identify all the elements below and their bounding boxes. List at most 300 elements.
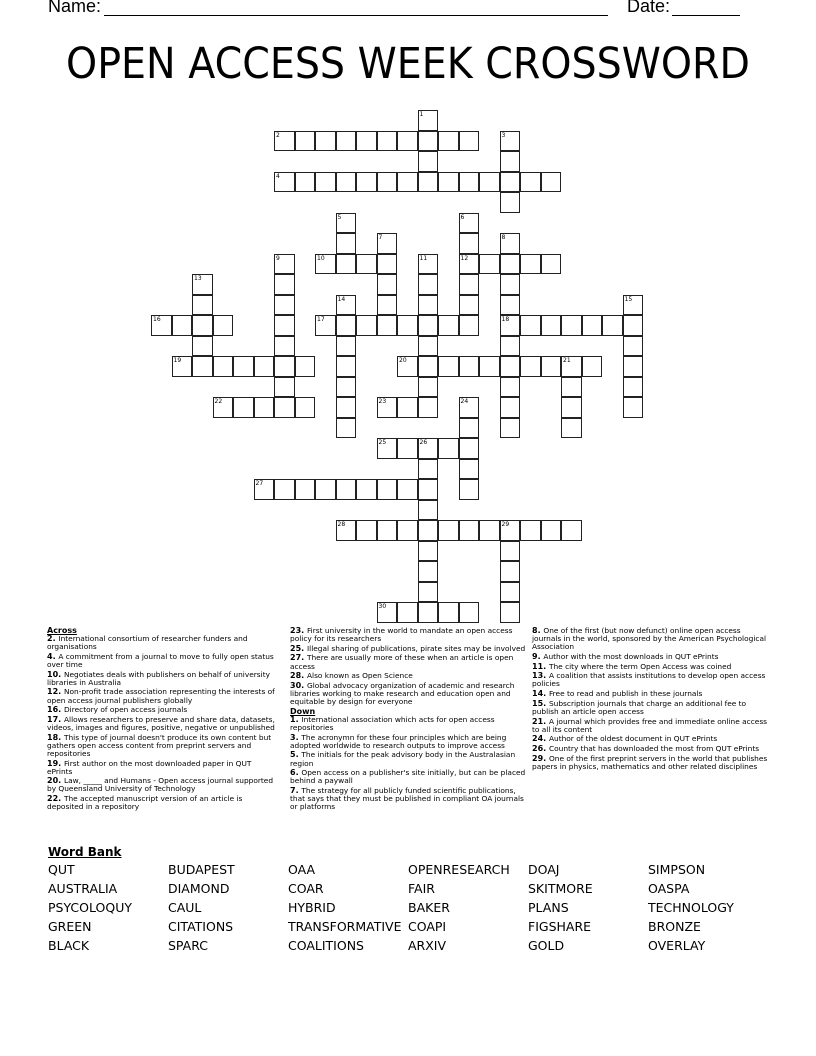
grid-cell[interactable] bbox=[397, 520, 418, 541]
clue-text: This type of journal doesn't produce its own content but gathers open access content from preprint servers and repositories bbox=[47, 732, 272, 758]
grid-cell[interactable] bbox=[500, 315, 521, 336]
word-bank-item: COAPI bbox=[408, 919, 447, 934]
clue-item bbox=[532, 700, 768, 716]
clue-number: 15 bbox=[624, 295, 633, 303]
clue-num: 17. bbox=[47, 714, 64, 724]
grid-cell[interactable] bbox=[418, 274, 439, 295]
grid-cell[interactable] bbox=[356, 172, 377, 193]
grid-cell[interactable] bbox=[541, 254, 562, 275]
clue-item bbox=[290, 654, 526, 670]
grid-cell[interactable] bbox=[541, 172, 562, 193]
grid-cell[interactable] bbox=[418, 172, 439, 193]
grid-cell[interactable] bbox=[254, 479, 275, 500]
clue-number: 2 bbox=[276, 131, 280, 139]
clue-number: 17 bbox=[317, 316, 325, 323]
word-bank-item: CAUL bbox=[168, 900, 202, 915]
clue-text: First author on the most downloaded paper in QUT ePrints bbox=[47, 758, 252, 776]
clue-num: 14. bbox=[532, 689, 549, 699]
clue-num: 3. bbox=[290, 732, 302, 742]
grid-cell[interactable] bbox=[377, 479, 398, 500]
grid-cell[interactable] bbox=[561, 377, 582, 398]
grid-cell[interactable] bbox=[561, 315, 582, 336]
grid-cell[interactable] bbox=[336, 520, 357, 541]
grid-cell[interactable] bbox=[459, 254, 480, 275]
grid-cell[interactable] bbox=[377, 131, 398, 152]
grid-cell[interactable] bbox=[274, 295, 295, 316]
grid-cell[interactable] bbox=[459, 356, 480, 377]
clue-number: 16 bbox=[153, 316, 161, 323]
clue-text: There are usually more of these when an article is open access bbox=[290, 653, 514, 671]
clue-text: Allows researchers to preserve and share data, datasets, videos, images and figures, positive, negative or unpublished bbox=[47, 714, 275, 732]
word-bank-item: BRONZE bbox=[648, 919, 701, 934]
clue-number: 28 bbox=[337, 521, 346, 528]
clue-text: A commitment from a journal to move to fully open status over time bbox=[47, 651, 274, 669]
grid-cell[interactable] bbox=[295, 172, 316, 193]
grid-cell[interactable] bbox=[418, 541, 439, 562]
grid-cell[interactable] bbox=[397, 479, 418, 500]
clue-text: Also known as Open Science bbox=[306, 671, 413, 681]
grid-cell[interactable] bbox=[500, 602, 521, 623]
clue-item bbox=[532, 745, 768, 753]
grid-cell[interactable] bbox=[315, 254, 336, 275]
grid-cell[interactable] bbox=[336, 356, 357, 377]
grid-cell[interactable] bbox=[172, 315, 193, 336]
clue-num: 20. bbox=[47, 776, 64, 786]
grid-cell[interactable] bbox=[418, 336, 439, 357]
grid-cell[interactable] bbox=[418, 520, 439, 541]
grid-cell[interactable] bbox=[500, 582, 521, 603]
word-bank-item: TECHNOLOGY bbox=[648, 900, 734, 915]
clue-number: 24 bbox=[460, 398, 469, 405]
grid-cell[interactable] bbox=[356, 131, 377, 152]
grid-cell[interactable] bbox=[438, 438, 459, 459]
grid-cell[interactable] bbox=[336, 213, 357, 234]
clue-number: 22 bbox=[214, 398, 223, 405]
clue-item bbox=[47, 795, 279, 811]
grid-cell[interactable] bbox=[336, 377, 357, 398]
grid-cell[interactable] bbox=[336, 397, 357, 418]
grid-cell[interactable] bbox=[377, 438, 398, 459]
grid-cell[interactable] bbox=[479, 356, 500, 377]
grid-cell[interactable] bbox=[459, 602, 480, 623]
clue-item bbox=[290, 645, 526, 653]
grid-cell[interactable] bbox=[623, 315, 644, 336]
grid-cell[interactable] bbox=[192, 356, 213, 377]
clue-text: Country that has downloaded the most from QUT ePrints bbox=[548, 743, 760, 753]
word-bank-item: DOAJ bbox=[528, 862, 560, 877]
clue-number: 8 bbox=[501, 234, 506, 241]
clue-text: The initials for the peak advisory body in the Australasian region bbox=[290, 750, 516, 768]
grid-cell[interactable] bbox=[377, 602, 398, 623]
clue-num: 11. bbox=[532, 661, 549, 671]
grid-cell[interactable] bbox=[561, 418, 582, 439]
grid-cell[interactable] bbox=[336, 315, 357, 336]
clue-number: 11 bbox=[419, 254, 428, 262]
clue-number: 9 bbox=[276, 254, 280, 262]
grid-cell[interactable] bbox=[418, 582, 439, 603]
grid-cell[interactable] bbox=[418, 561, 439, 582]
grid-cell[interactable] bbox=[397, 315, 418, 336]
grid-cell[interactable] bbox=[192, 274, 213, 295]
grid-cell[interactable] bbox=[356, 520, 377, 541]
clues-column-2 bbox=[290, 627, 526, 813]
clue-item bbox=[47, 635, 279, 651]
grid-cell[interactable] bbox=[377, 315, 398, 336]
grid-cell[interactable] bbox=[315, 479, 336, 500]
grid-cell[interactable] bbox=[459, 418, 480, 439]
word-bank-item: COALITIONS bbox=[288, 938, 364, 953]
clue-num: 15. bbox=[532, 698, 549, 708]
grid-cell[interactable] bbox=[500, 561, 521, 582]
clue-text: The strategy for all publicly funded scientific publications, that says that they must be published in compliant OA journals or platforms bbox=[290, 786, 524, 812]
clue-text: Negotiates deals with publishers on behalf of university libraries in Australia bbox=[47, 669, 270, 687]
word-bank-item: OAA bbox=[288, 862, 316, 877]
clue-item bbox=[532, 653, 768, 661]
grid-cell[interactable] bbox=[500, 377, 521, 398]
clue-item bbox=[47, 734, 279, 758]
grid-cell[interactable] bbox=[500, 356, 521, 377]
grid-cell[interactable] bbox=[336, 479, 357, 500]
clue-item bbox=[47, 653, 279, 669]
grid-cell[interactable] bbox=[213, 356, 234, 377]
clue-num: 26. bbox=[532, 743, 549, 753]
grid-cell[interactable] bbox=[336, 336, 357, 357]
grid-cell[interactable] bbox=[418, 151, 439, 172]
grid-cell[interactable] bbox=[541, 520, 562, 541]
grid-cell[interactable] bbox=[397, 602, 418, 623]
grid-cell[interactable] bbox=[418, 459, 439, 480]
clue-number: 3 bbox=[501, 131, 506, 139]
clue-num: 24. bbox=[532, 734, 549, 744]
clue-section-heading: Across bbox=[47, 626, 77, 635]
grid-cell[interactable] bbox=[459, 315, 480, 336]
grid-cell[interactable] bbox=[561, 397, 582, 418]
date-label: Date: bbox=[627, 0, 671, 16]
word-bank-item: DIAMOND bbox=[168, 881, 230, 896]
grid-cell[interactable] bbox=[520, 254, 541, 275]
clue-num: 13. bbox=[532, 671, 549, 681]
clue-num: 30. bbox=[290, 680, 307, 690]
grid-cell[interactable] bbox=[418, 131, 439, 152]
word-bank-item: BUDAPEST bbox=[168, 862, 235, 877]
grid-cell[interactable] bbox=[418, 500, 439, 521]
grid-cell[interactable] bbox=[377, 397, 398, 418]
grid-cell[interactable] bbox=[459, 520, 480, 541]
word-bank-item: SKITMORE bbox=[528, 881, 593, 896]
grid-cell[interactable] bbox=[397, 172, 418, 193]
clue-text: Subscription journals that charge an additional fee to publish an article open access bbox=[532, 698, 747, 716]
grid-cell[interactable] bbox=[192, 336, 213, 357]
grid-cell[interactable] bbox=[254, 397, 275, 418]
grid-cell[interactable] bbox=[274, 315, 295, 336]
grid-cell[interactable] bbox=[500, 541, 521, 562]
grid-cell[interactable] bbox=[377, 172, 398, 193]
grid-cell[interactable] bbox=[623, 295, 644, 316]
clue-text: The city where the term Open Access was coined bbox=[548, 661, 732, 671]
grid-cell[interactable] bbox=[500, 418, 521, 439]
clue-item bbox=[290, 682, 526, 706]
grid-cell[interactable] bbox=[418, 479, 439, 500]
grid-cell[interactable] bbox=[459, 397, 480, 418]
clue-item bbox=[47, 688, 279, 704]
word-bank-item: OASPA bbox=[648, 881, 690, 896]
clue-item bbox=[290, 734, 526, 750]
word-bank-item: OPENRESEARCH bbox=[408, 862, 510, 877]
grid-cell[interactable] bbox=[336, 418, 357, 439]
clue-num: 22. bbox=[47, 794, 64, 804]
clue-item bbox=[290, 627, 526, 643]
grid-cell[interactable] bbox=[459, 274, 480, 295]
grid-cell[interactable] bbox=[192, 315, 213, 336]
grid-cell[interactable] bbox=[397, 131, 418, 152]
clue-section-heading: Down bbox=[290, 706, 316, 716]
grid-cell[interactable] bbox=[459, 295, 480, 316]
clue-item bbox=[290, 751, 526, 767]
grid-cell[interactable] bbox=[192, 295, 213, 316]
grid-cell[interactable] bbox=[438, 172, 459, 193]
grid-cell[interactable] bbox=[397, 356, 418, 377]
grid-cell[interactable] bbox=[295, 479, 316, 500]
clue-number: 10 bbox=[317, 254, 325, 262]
grid-cell[interactable] bbox=[397, 397, 418, 418]
grid-cell[interactable] bbox=[459, 213, 480, 234]
clue-text: International association which acts for open access repositories bbox=[290, 714, 495, 732]
word-bank-item: FAIR bbox=[408, 881, 435, 896]
clue-item bbox=[47, 777, 279, 793]
grid-cell[interactable] bbox=[500, 172, 521, 193]
grid-cell[interactable] bbox=[336, 172, 357, 193]
grid-cell[interactable] bbox=[336, 295, 357, 316]
grid-cell[interactable] bbox=[500, 254, 521, 275]
clue-num: 18. bbox=[47, 732, 64, 742]
grid-cell[interactable] bbox=[356, 315, 377, 336]
clue-num: 19. bbox=[47, 758, 64, 768]
clue-number: 30 bbox=[378, 603, 387, 610]
grid-cell[interactable] bbox=[233, 356, 254, 377]
word-bank-item: COAR bbox=[288, 881, 324, 896]
grid-cell[interactable] bbox=[336, 233, 357, 254]
grid-cell[interactable] bbox=[377, 254, 398, 275]
grid-cell[interactable] bbox=[479, 172, 500, 193]
grid-cell[interactable] bbox=[500, 295, 521, 316]
word-bank-item: CITATIONS bbox=[168, 919, 234, 934]
clue-number: 26 bbox=[419, 439, 428, 446]
grid-cell[interactable] bbox=[418, 356, 439, 377]
grid-cell[interactable] bbox=[479, 520, 500, 541]
grid-cell[interactable] bbox=[459, 172, 480, 193]
clue-item bbox=[532, 755, 768, 771]
grid-cell[interactable] bbox=[377, 233, 398, 254]
grid-cell[interactable] bbox=[213, 315, 234, 336]
clues-column-3 bbox=[532, 627, 768, 772]
clue-text: The acronymn for these four principles which are being adopted worldwide to research outputs to improve access bbox=[290, 732, 507, 750]
grid-cell[interactable] bbox=[336, 254, 357, 275]
grid-cell[interactable] bbox=[438, 520, 459, 541]
grid-cell[interactable] bbox=[418, 254, 439, 275]
clue-number: 1 bbox=[419, 111, 424, 118]
grid-cell[interactable] bbox=[459, 459, 480, 480]
clue-num: 28. bbox=[290, 671, 307, 681]
clue-number: 18 bbox=[501, 316, 510, 323]
grid-cell[interactable] bbox=[274, 479, 295, 500]
word-bank-item: PLANS bbox=[528, 900, 569, 915]
clues-column-1 bbox=[47, 627, 279, 813]
word-bank-item: HYBRID bbox=[288, 900, 336, 915]
clue-number: 19 bbox=[173, 357, 182, 364]
clue-num: 1. bbox=[290, 714, 302, 724]
grid-cell[interactable] bbox=[520, 172, 541, 193]
clue-text: Law, _____ and Humans - Open access journal supported by Queensland University of Technology bbox=[47, 776, 274, 794]
grid-cell[interactable] bbox=[438, 602, 459, 623]
grid-cell[interactable] bbox=[274, 397, 295, 418]
grid-cell[interactable] bbox=[295, 131, 316, 152]
clue-number: 7 bbox=[378, 234, 383, 241]
clue-number: 27 bbox=[255, 480, 264, 487]
grid-cell[interactable] bbox=[213, 397, 234, 418]
grid-cell[interactable] bbox=[500, 233, 521, 254]
clue-num: 23. bbox=[290, 626, 307, 635]
grid-cell[interactable] bbox=[500, 336, 521, 357]
clue-number: 13 bbox=[194, 275, 202, 282]
grid-cell[interactable] bbox=[500, 274, 521, 295]
grid-cell[interactable] bbox=[274, 172, 295, 193]
clue-text: One of the first (but now defunct) online open access journals in the world, sponsored by the American Psychological Association bbox=[532, 626, 767, 652]
clue-number: 23 bbox=[378, 398, 387, 405]
grid-cell[interactable] bbox=[418, 377, 439, 398]
grid-cell[interactable] bbox=[418, 295, 439, 316]
grid-cell[interactable] bbox=[623, 377, 644, 398]
clue-text: Open access on a publisher's site initially, but can be placed behind a paywall bbox=[290, 768, 526, 786]
grid-cell[interactable] bbox=[151, 315, 172, 336]
grid-cell[interactable] bbox=[274, 356, 295, 377]
grid-cell[interactable] bbox=[274, 336, 295, 357]
word-bank-item: TRANSFORMATIVE bbox=[288, 919, 402, 934]
word-bank-title: Word Bank bbox=[48, 845, 122, 859]
clue-num: 2. bbox=[47, 634, 59, 644]
clue-num: 21. bbox=[532, 716, 549, 726]
clue-num: 5. bbox=[290, 750, 302, 760]
grid-cell[interactable] bbox=[377, 295, 398, 316]
word-bank-item: PSYCOLOQUY bbox=[48, 900, 132, 915]
grid-cell[interactable] bbox=[500, 192, 521, 213]
clue-text: Directory of open access journals bbox=[63, 705, 188, 715]
grid-cell[interactable] bbox=[438, 131, 459, 152]
grid-cell[interactable] bbox=[438, 356, 459, 377]
clue-num: 9. bbox=[532, 651, 544, 661]
grid-cell[interactable] bbox=[602, 315, 623, 336]
grid-cell[interactable] bbox=[500, 151, 521, 172]
grid-cell[interactable] bbox=[541, 315, 562, 336]
grid-cell[interactable] bbox=[582, 356, 603, 377]
clue-text: A coalition that assists institutions to develop open access policies bbox=[532, 671, 766, 689]
grid-cell[interactable] bbox=[315, 131, 336, 152]
clue-item bbox=[47, 706, 279, 714]
clue-item bbox=[47, 671, 279, 687]
word-bank-item: QUT bbox=[48, 862, 75, 877]
grid-cell[interactable] bbox=[500, 520, 521, 541]
grid-cell[interactable] bbox=[274, 274, 295, 295]
clue-num: 12. bbox=[47, 687, 64, 697]
clue-num: 7. bbox=[290, 786, 302, 796]
clue-item bbox=[290, 716, 526, 732]
grid-cell[interactable] bbox=[459, 233, 480, 254]
grid-cell[interactable] bbox=[295, 356, 316, 377]
grid-cell[interactable] bbox=[541, 356, 562, 377]
clue-item bbox=[532, 718, 768, 734]
clue-text: Author of the oldest document in QUT ePrints bbox=[548, 734, 718, 744]
grid-cell[interactable] bbox=[561, 356, 582, 377]
grid-cell[interactable] bbox=[418, 438, 439, 459]
grid-cell[interactable] bbox=[438, 315, 459, 336]
clue-item bbox=[47, 760, 279, 776]
clue-text: Author with the most downloads in QUT ePrints bbox=[543, 651, 719, 661]
clue-item bbox=[290, 769, 526, 785]
grid-cell[interactable] bbox=[315, 172, 336, 193]
grid-cell[interactable] bbox=[418, 110, 439, 131]
grid-cell[interactable] bbox=[254, 356, 275, 377]
grid-cell[interactable] bbox=[623, 356, 644, 377]
grid-cell[interactable] bbox=[418, 315, 439, 336]
grid-cell[interactable] bbox=[418, 397, 439, 418]
clue-text: A journal which provides free and immediate online access to all its content bbox=[532, 716, 768, 734]
grid-cell[interactable] bbox=[479, 254, 500, 275]
word-bank-item: FIGSHARE bbox=[528, 919, 592, 934]
grid-cell[interactable] bbox=[623, 336, 644, 357]
grid-cell[interactable] bbox=[500, 397, 521, 418]
clue-number: 4 bbox=[276, 172, 280, 180]
grid-cell[interactable] bbox=[315, 315, 336, 336]
grid-cell[interactable] bbox=[459, 479, 480, 500]
grid-cell[interactable] bbox=[459, 438, 480, 459]
grid-cell[interactable] bbox=[274, 131, 295, 152]
page-title: OPEN ACCESS WEEK CROSSWORD bbox=[66, 39, 750, 89]
grid-cell[interactable] bbox=[274, 254, 295, 275]
grid-cell[interactable] bbox=[377, 520, 398, 541]
grid-cell[interactable] bbox=[520, 520, 541, 541]
grid-cell[interactable] bbox=[377, 274, 398, 295]
grid-cell[interactable] bbox=[500, 131, 521, 152]
clue-text: First university in the world to mandate an open access policy for its researchers bbox=[290, 626, 513, 644]
grid-cell[interactable] bbox=[520, 315, 541, 336]
word-bank-item: SPARC bbox=[168, 938, 209, 953]
grid-cell[interactable] bbox=[582, 315, 603, 336]
clue-text: Free to read and publish in these journals bbox=[548, 689, 703, 699]
word-bank bbox=[48, 862, 788, 957]
clue-item bbox=[47, 716, 279, 732]
clue-number: 5 bbox=[337, 213, 342, 221]
clue-number: 12 bbox=[460, 254, 469, 262]
grid-cell[interactable] bbox=[295, 397, 316, 418]
grid-cell[interactable] bbox=[418, 602, 439, 623]
clue-text: Global advocacy organization of academic and research libraries working to make research and education open and equitable by design for everyone bbox=[290, 680, 515, 707]
grid-cell[interactable] bbox=[623, 397, 644, 418]
grid-cell[interactable] bbox=[172, 356, 193, 377]
grid-cell[interactable] bbox=[356, 479, 377, 500]
grid-cell[interactable] bbox=[561, 520, 582, 541]
clue-num: 25. bbox=[290, 643, 307, 653]
grid-cell[interactable] bbox=[520, 356, 541, 377]
grid-cell[interactable] bbox=[356, 254, 377, 275]
grid-cell[interactable] bbox=[459, 131, 480, 152]
clue-number: 29 bbox=[501, 521, 510, 528]
grid-cell[interactable] bbox=[274, 377, 295, 398]
clue-text: One of the first preprint servers in the world that publishes papers in physics, mathematics and other related disciplines bbox=[532, 753, 768, 771]
grid-cell[interactable] bbox=[336, 131, 357, 152]
clue-item bbox=[290, 672, 526, 680]
clue-text: Illegal sharing of publications, pirate sites may be involved bbox=[306, 643, 526, 653]
grid-cell[interactable] bbox=[397, 438, 418, 459]
grid-cell[interactable] bbox=[233, 397, 254, 418]
